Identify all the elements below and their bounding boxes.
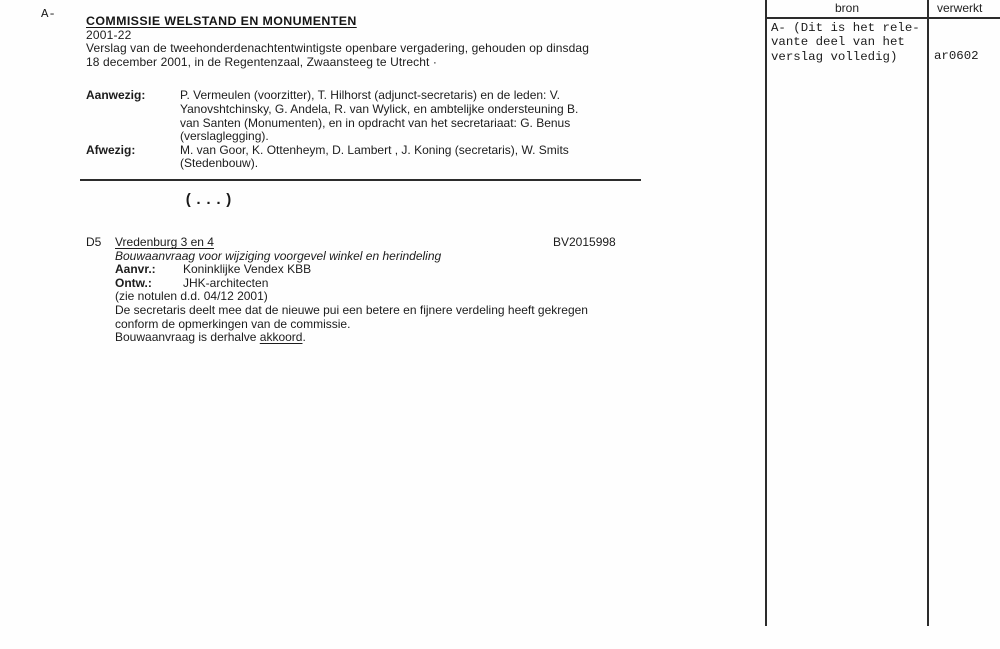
attendance-present-row: [86, 89, 648, 143]
attendance-absent-row: [86, 144, 648, 171]
annotation-table: [765, 0, 1000, 626]
agenda-item-d5: [86, 236, 648, 345]
decision-text-line: conform de opmerkingen van de commissie.: [115, 316, 351, 331]
agenda-item-subject: Bouwaanvraag voor wijziging voorgevel winkel en herindeling: [115, 248, 442, 263]
decision-text-line: De secretaris deelt mee dat de nieuwe pui een betere en fijnere verdeling heeft gekregen: [115, 302, 588, 317]
bron-typewritten-note: [771, 21, 925, 64]
margin-annotation-mark: A-: [41, 7, 56, 21]
designer-label: Ontw.:: [115, 275, 152, 290]
bron-note-line: verslag volledig): [771, 49, 898, 64]
designer-row: [115, 277, 648, 291]
table-border-left: [765, 0, 767, 626]
attendance-line: P. Vermeulen (voorzitter), T. Hilhorst (adjunct-secretaris) en de leden: V.: [180, 88, 560, 103]
document-number: 2001-22: [86, 27, 132, 42]
attendance-present-names: [180, 89, 648, 143]
attendance-line: Yanovshtchinsky, G. Andela, R. van Wylick, en ambtelijke ondersteuning B.: [180, 101, 579, 116]
applicant-label: Aanvr.:: [115, 262, 156, 277]
verwerkt-code: ar0602: [934, 49, 979, 63]
minutes-note: (zie notulen d.d. 04/12 2001): [115, 289, 268, 304]
decision-line: [115, 331, 648, 345]
decision-word: akkoord: [259, 330, 303, 345]
intro-line: 18 december 2001, in de Regentenzaal, Zwaansteeg te Utrecht ·: [86, 54, 437, 69]
agenda-item-code: D5: [86, 235, 102, 249]
attendance-absent-label: Afwezig:: [86, 142, 136, 157]
attendance-line: (Stedenbouw).: [180, 156, 259, 171]
attendance-line: van Santen (Monumenten), en in opdracht van het secretariaat: G. Benus: [180, 115, 571, 130]
table-column-divider: [927, 0, 929, 626]
horizontal-divider: [80, 179, 641, 181]
attendance-present-label: Aanwezig:: [86, 88, 146, 103]
agenda-item-body: [115, 250, 648, 345]
agenda-item-header: [86, 236, 648, 250]
decision-suffix: .: [302, 330, 306, 345]
attendance-line: M. van Goor, K. Ottenheym, D. Lambert , J. Koning (secretaris), W. Smits: [180, 142, 569, 157]
agenda-item-address: Vredenburg 3 en 4: [115, 235, 214, 249]
column-header-verwerkt: verwerkt: [937, 1, 983, 15]
omission-ellipsis: (...): [184, 192, 235, 209]
applicant-value: Koninklijke Vendex KBB: [183, 262, 312, 277]
attendance-section: [86, 89, 648, 171]
agenda-item-reference: BV2015998: [553, 235, 616, 249]
intro-line: Verslag van de tweehonderdenachtentwintigste openbare vergadering, gehouden op dinsdag: [86, 41, 589, 56]
document-title: COMMISSIE WELSTAND EN MONUMENTEN: [86, 14, 357, 28]
designer-value: JHK-architecten: [183, 275, 269, 290]
column-header-bron: bron: [834, 1, 860, 15]
table-header-underline: [765, 17, 1000, 19]
attendance-line: (verslaglegging).: [180, 129, 269, 144]
document-body: [86, 15, 648, 171]
bron-note-line: A- (Dit is het rele-: [771, 21, 920, 35]
applicant-row: [115, 263, 648, 277]
attendance-absent-names: [180, 144, 648, 171]
bron-note-line: vante deel van het: [771, 35, 905, 50]
decision-prefix: Bouwaanvraag is derhalve: [115, 330, 260, 345]
